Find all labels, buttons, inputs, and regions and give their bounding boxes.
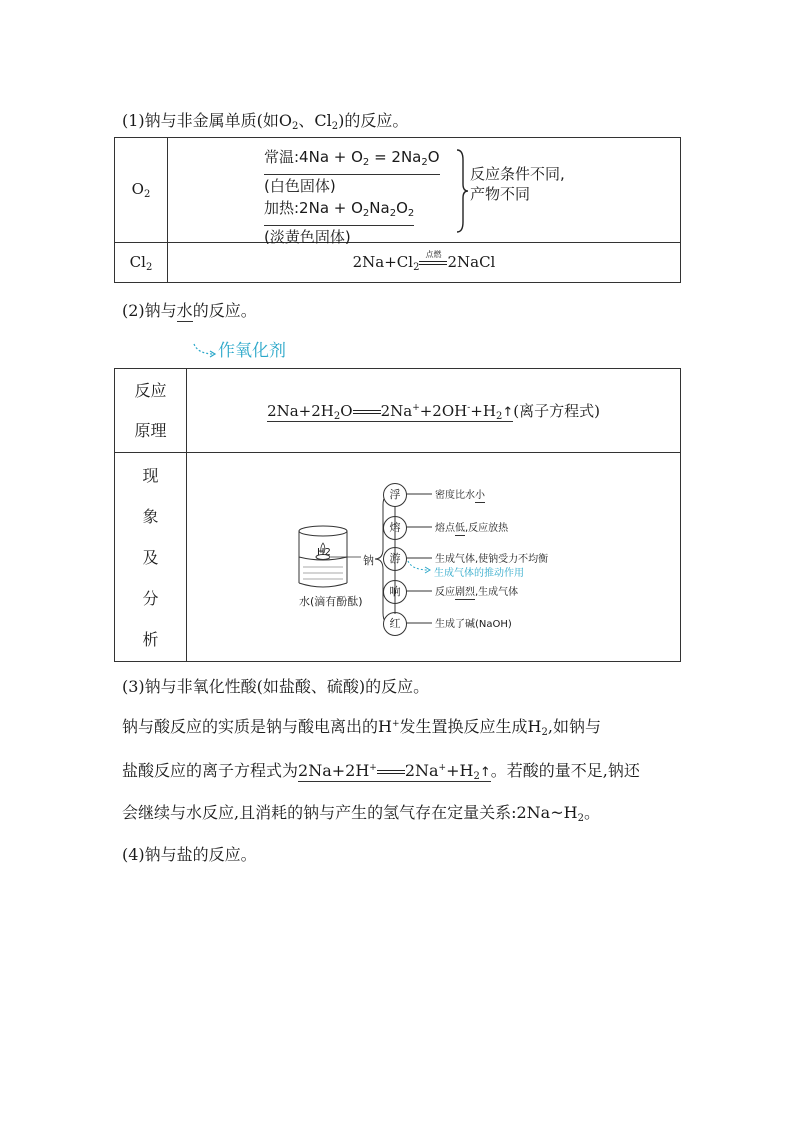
o2-note-line2: 产物不同 bbox=[470, 185, 531, 203]
o2-room-temp-eq: 常温:4Na + $O_2 = 2Na_2O$ bbox=[264, 146, 440, 175]
blue-arrow-icon bbox=[407, 560, 433, 574]
equals-bar bbox=[377, 764, 405, 780]
push-effect-note: 生成气体的推动作用 bbox=[434, 568, 524, 579]
cl2-equation: $2Na+Cl_2$ 点燃 2NaCl bbox=[168, 243, 681, 283]
annotation-arrow-icon bbox=[192, 342, 218, 358]
o2-cell-label: $O_2$ bbox=[115, 138, 168, 243]
nonmetal-reaction-table bbox=[114, 137, 681, 283]
beaker-h2-label: H2 bbox=[317, 547, 331, 558]
oxidizer-annotation: 作氧化剂 bbox=[218, 341, 286, 361]
node-connector bbox=[394, 506, 396, 614]
node-red: 红 bbox=[383, 612, 407, 636]
ignite-condition: 点燃 bbox=[425, 249, 442, 259]
principle-label: 反应 原理 bbox=[115, 369, 187, 453]
section3-title: (3)钠与非氧化性酸(如盐酸、硫酸)的反应。 bbox=[122, 677, 430, 696]
water-phenolphthalein-label: 水(滴有酚酞) bbox=[299, 595, 363, 608]
o2-white-solid: (白色固体) bbox=[264, 177, 336, 195]
desc-melt: 熔点低,反应放热 bbox=[435, 523, 509, 534]
water-reaction-table bbox=[114, 368, 681, 662]
o2-pale-yellow-solid: (淡黄色固体) bbox=[264, 228, 351, 246]
node-swim: 游 bbox=[383, 547, 407, 571]
node-melt: 熔 bbox=[383, 516, 407, 540]
section4-title: (4)钠与盐的反应。 bbox=[122, 845, 257, 864]
phenomena-diagram bbox=[187, 453, 681, 662]
desc-red: 生成了碱(NaOH) bbox=[435, 619, 512, 630]
o2-cell-content bbox=[168, 138, 681, 246]
equals-bar bbox=[353, 404, 381, 420]
right-brace-icon bbox=[455, 148, 469, 234]
section3-paragraph-line1: 钠与酸反应的实质是钠与酸电离出的H+发生置换反应生成$H_2$,如钠与 bbox=[122, 717, 601, 738]
section3-paragraph-line3: 会继续与水反应,且消耗的钠与产生的氢气存在定量关系$:2Na\sim H_2$。 bbox=[122, 803, 600, 824]
desc-swim: 生成气体,使钠受力不均衡 bbox=[435, 554, 549, 565]
section2-title: (2)钠与水的反应。 bbox=[122, 301, 257, 320]
beaker-icon bbox=[293, 523, 373, 595]
node-sound: 响 bbox=[383, 580, 407, 604]
water-ionic-equation: $2Na+2H_2O$ $2Na^++2OH^-+H_2↑$(离子方程式) bbox=[187, 369, 681, 453]
section1-title: (1)钠与非金属单质(如$O_2$、$Cl_2$)的反应。 bbox=[122, 111, 409, 132]
cl2-cell-label: $Cl_2$ bbox=[115, 243, 168, 283]
equals-bar bbox=[419, 249, 447, 271]
desc-float: 密度比水小 bbox=[435, 490, 485, 501]
node-float: 浮 bbox=[383, 483, 407, 507]
phenomena-label: 现 象 及 分 析 bbox=[115, 453, 187, 662]
desc-sound: 反应剧烈,生成气体 bbox=[435, 587, 519, 598]
sodium-label: 钠 bbox=[363, 554, 374, 567]
o2-heat-eq: 加热:2Na + $O_2Na_2O_2$ bbox=[264, 197, 414, 226]
hcl-ionic-equation: 2Na+2H+ $2Na^++H_2↑$ bbox=[298, 761, 491, 782]
section3-paragraph-line2: 盐酸反应的离子方程式为2Na+2H+ $2Na^++H_2↑$。若酸的量不足,钠还 bbox=[122, 761, 640, 782]
ionic-eq-note: (离子方程式) bbox=[513, 401, 600, 420]
o2-note-line1: 反应条件不同, bbox=[470, 165, 565, 183]
